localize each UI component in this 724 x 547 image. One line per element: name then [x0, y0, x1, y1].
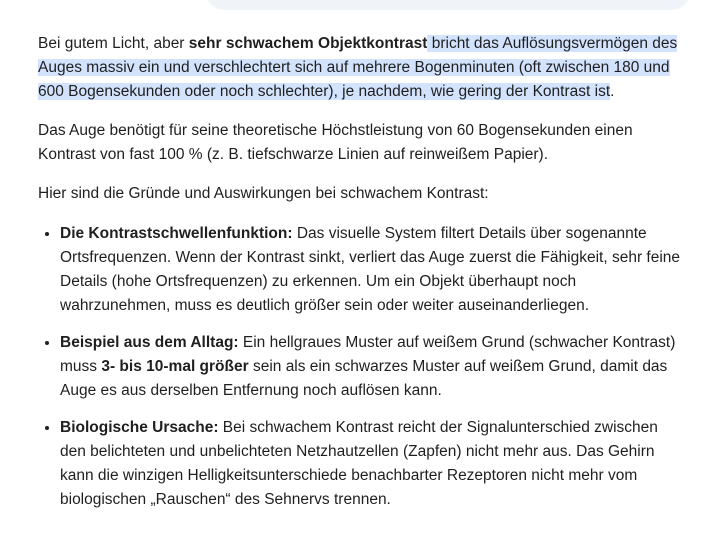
list-item-bold: 3- bis 10-mal größer [101, 358, 249, 375]
list-item-title: Biologische Ursache: [60, 419, 219, 436]
list-item-text: Ein hellgraues Muster auf weißem Grund (schwacher Kontrast) muss [60, 334, 676, 375]
list-item-title: Die Kontrastschwellenfunktion: [60, 225, 293, 242]
list-item-text: sein als ein schwarzes Muster auf weißem Grund, damit das Auge es aus derselben Entfernung noch auflösen kann. [60, 358, 668, 399]
intro-paragraph [38, 32, 688, 104]
list-item [60, 330, 688, 403]
intro-bold-text: sehr schwachem Objektkontrast [188, 35, 428, 52]
contrast-paragraph: Das Auge benötigt für seine theoretische Höchstleistung von 60 Bogensekunden einen Kontrast von fast 100 % (z. B. tiefschwarze Linien auf reinweißem Papier). [38, 122, 633, 163]
reasons-list [38, 221, 688, 512]
intro-end: . [610, 83, 615, 100]
list-item-text: Bei schwachem Kontrast reicht der Signalunterschied zwischen den belichteten und unbelichteten Netzhautzellen (Zapfen) nicht mehr aus. Das Gehirn kann die winzigen Helligkeitsunterschiede benachbarter Rezeptoren nicht mehr vom biologischen „Rauschen“ des Sehnervs trennen. [60, 419, 658, 508]
reasons-intro: Hier sind die Gründe und Auswirkungen bei schwachem Kontrast: [38, 185, 489, 202]
response-text [38, 32, 688, 524]
intro-text: Bei gutem Licht, aber [38, 35, 189, 52]
list-item-text: Das visuelle System filtert Details über sogenannte Ortsfrequenzen. Wenn der Kontrast sinkt, verliert das Auge zuerst die Fähigkeit, sehr feine Details (hohe Ortsfrequenzen) zu erkennen. Um ein Objekt überhaupt noch wahrzunehmen, muss es deutlich größer sein oder weiter auseinanderliegen. [60, 225, 681, 314]
list-item [60, 415, 688, 512]
list-item-title: Beispiel aus dem Alltag: [60, 334, 239, 351]
list-item [60, 221, 688, 318]
selected-text-highlight[interactable]: bricht das Auflösungsvermögen des Auges massiv ein und verschlechtert sich auf mehrere Bogenminuten (oft zwischen 180 und 600 Bogensekunden oder noch schlechter), je nachdem, wie gering der Kontrast ist [38, 35, 678, 100]
previous-message-bubble [206, 0, 690, 10]
